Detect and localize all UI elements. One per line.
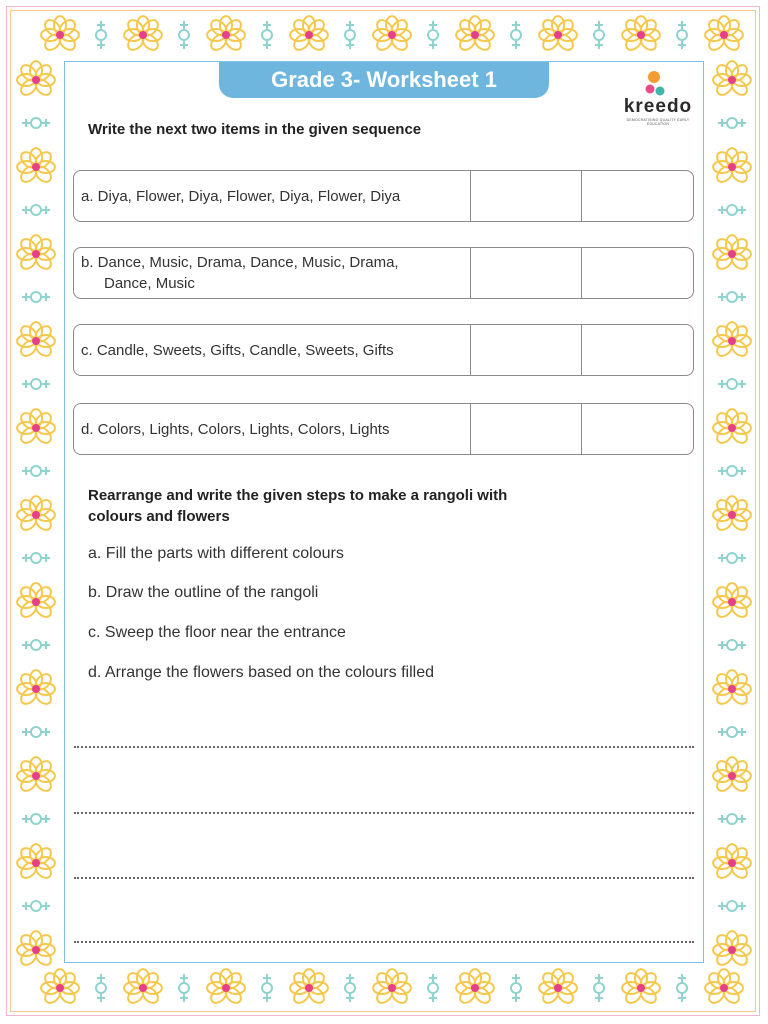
- rangoli-ornament-icon: [718, 814, 746, 824]
- rangoli-flower-icon: [41, 16, 79, 53]
- rangoli-flower-icon: [705, 16, 743, 53]
- rangoli-ornament-icon: [179, 974, 189, 1002]
- rangoli-flower-icon: [17, 844, 55, 881]
- rangoli-ornament-icon: [96, 974, 106, 1002]
- answer-line-4[interactable]: [74, 941, 694, 943]
- rangoli-ornament-icon: [262, 21, 272, 49]
- rangoli-ornament-icon: [718, 118, 746, 128]
- rangoli-flower-icon: [713, 148, 751, 185]
- rangoli-ornament-icon: [22, 901, 50, 911]
- rangoli-flower-icon: [17, 670, 55, 707]
- rangoli-flower-icon: [290, 969, 328, 1006]
- rangoli-flower-icon: [373, 16, 411, 53]
- logo-tagline: DEMOCRATISING QUALITY EARLY EDUCATION: [626, 118, 690, 126]
- rangoli-ornament-icon: [718, 901, 746, 911]
- rangoli-flower-icon: [456, 969, 494, 1006]
- rangoli-ornament-icon: [511, 21, 521, 49]
- answer-line-3[interactable]: [74, 877, 694, 879]
- rangoli-flower-icon: [290, 16, 328, 53]
- rangoli-ornament-icon: [262, 974, 272, 1002]
- rangoli-flower-icon: [124, 16, 162, 53]
- rangoli-ornament-icon: [677, 974, 687, 1002]
- rangoli-flower-icon: [456, 16, 494, 53]
- kreedo-logo: [618, 70, 698, 130]
- rangoli-step-c: c. Sweep the floor near the entrance: [88, 624, 346, 641]
- rangoli-ornament-icon: [22, 640, 50, 650]
- rangoli-ornament-icon: [594, 21, 604, 49]
- rangoli-ornament-icon: [96, 21, 106, 49]
- rangoli-ornament-icon: [22, 292, 50, 302]
- rangoli-flower-icon: [713, 61, 751, 98]
- rangoli-flower-icon: [713, 931, 751, 968]
- rangoli-flower-icon: [713, 844, 751, 881]
- rangoli-flower-icon: [713, 670, 751, 707]
- answer-box-2[interactable]: [582, 325, 693, 375]
- rangoli-flower-icon: [539, 969, 577, 1006]
- rangoli-ornament-icon: [594, 974, 604, 1002]
- rangoli-flower-icon: [713, 322, 751, 359]
- rangoli-ornament-icon: [718, 727, 746, 737]
- sequence-row-a: [73, 170, 694, 222]
- sequence-row-b: [73, 247, 694, 299]
- sequence-text: [74, 325, 471, 375]
- answer-box-1[interactable]: [471, 404, 582, 454]
- rangoli-ornament-icon: [345, 974, 355, 1002]
- rangoli-flower-icon: [713, 409, 751, 446]
- rangoli-flower-icon: [17, 148, 55, 185]
- rangoli-step-d: d. Arrange the flowers based on the colours filled: [88, 664, 434, 681]
- rangoli-flower-icon: [713, 757, 751, 794]
- rangoli-ornament-icon: [428, 974, 438, 1002]
- rangoli-flower-icon: [207, 16, 245, 53]
- sequence-line: d. Colors, Lights, Colors, Lights, Colors, Lights: [81, 420, 390, 438]
- rangoli-flower-icon: [17, 235, 55, 272]
- answer-box-2[interactable]: [582, 171, 693, 221]
- rangoli-flower-icon: [17, 757, 55, 794]
- worksheet-title: [219, 62, 549, 98]
- rangoli-instructions-line1: Rearrange and write the given steps to make a rangoli with: [88, 487, 508, 504]
- rangoli-flower-icon: [622, 969, 660, 1006]
- rangoli-ornament-icon: [718, 466, 746, 476]
- rangoli-ornament-icon: [718, 379, 746, 389]
- sequence-line: b. Dance, Music, Drama, Dance, Music, Drama,: [81, 254, 399, 271]
- rangoli-step-b: b. Draw the outline of the rangoli: [88, 584, 319, 601]
- answer-box-1[interactable]: [471, 325, 582, 375]
- answer-line-2[interactable]: [74, 812, 694, 814]
- rangoli-ornament-icon: [22, 379, 50, 389]
- rangoli-ornament-icon: [22, 118, 50, 128]
- sequence-text: [74, 248, 471, 298]
- sequence-line-continued: Dance, Music: [104, 275, 195, 292]
- rangoli-flower-icon: [207, 969, 245, 1006]
- answer-line-1[interactable]: [74, 746, 694, 748]
- rangoli-flower-icon: [713, 496, 751, 533]
- rangoli-flower-icon: [17, 322, 55, 359]
- sequence-text: [74, 171, 471, 221]
- rangoli-ornament-icon: [677, 21, 687, 49]
- rangoli-instructions: [88, 485, 507, 527]
- rangoli-flower-icon: [41, 969, 79, 1006]
- rangoli-ornament-icon: [179, 21, 189, 49]
- rangoli-ornament-icon: [22, 814, 50, 824]
- rangoli-flower-icon: [17, 583, 55, 620]
- rangoli-ornament-icon: [718, 640, 746, 650]
- sequence-line: c. Candle, Sweets, Gifts, Candle, Sweets, Gifts: [81, 341, 394, 359]
- logo-wordmark: kreedo: [623, 96, 693, 117]
- sequence-text: [74, 404, 471, 454]
- answer-box-1[interactable]: [471, 171, 582, 221]
- rangoli-ornament-icon: [511, 974, 521, 1002]
- rangoli-flower-icon: [622, 16, 660, 53]
- rangoli-flower-icon: [17, 496, 55, 533]
- rangoli-ornament-icon: [22, 727, 50, 737]
- rangoli-flower-icon: [705, 969, 743, 1006]
- rangoli-ornament-icon: [22, 205, 50, 215]
- rangoli-ornament-icon: [22, 466, 50, 476]
- rangoli-ornament-icon: [718, 292, 746, 302]
- rangoli-ornament-icon: [345, 21, 355, 49]
- rangoli-flower-icon: [713, 583, 751, 620]
- rangoli-flower-icon: [17, 409, 55, 446]
- answer-box-2[interactable]: [582, 404, 693, 454]
- rangoli-flower-icon: [17, 931, 55, 968]
- rangoli-flower-icon: [17, 61, 55, 98]
- rangoli-step-a: a. Fill the parts with different colours: [88, 545, 344, 562]
- rangoli-instructions-line2: colours and flowers: [88, 508, 230, 525]
- rangoli-flower-icon: [713, 235, 751, 272]
- rangoli-ornament-icon: [22, 553, 50, 563]
- answer-box-2[interactable]: [582, 248, 693, 298]
- rangoli-ornament-icon: [718, 205, 746, 215]
- worksheet-title-text: Grade 3- Worksheet 1: [271, 67, 497, 92]
- sequence-instructions: Write the next two items in the given sequence: [88, 121, 422, 138]
- sequence-line: a. Diya, Flower, Diya, Flower, Diya, Flower, Diya: [81, 187, 401, 205]
- rangoli-flower-icon: [124, 969, 162, 1006]
- rangoli-ornament-icon: [428, 21, 438, 49]
- sequence-row-c: [73, 324, 694, 376]
- rangoli-flower-icon: [539, 16, 577, 53]
- sequence-row-d: [73, 403, 694, 455]
- rangoli-flower-icon: [373, 969, 411, 1006]
- rangoli-ornament-icon: [718, 553, 746, 563]
- answer-box-1[interactable]: [471, 248, 582, 298]
